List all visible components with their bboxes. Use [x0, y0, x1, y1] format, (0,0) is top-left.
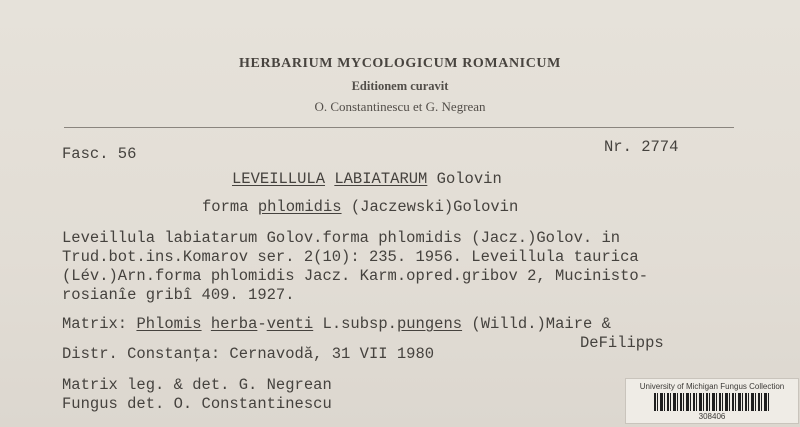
- forma-author: (Jaczewski)Golovin: [350, 198, 519, 216]
- specimen-number: Nr. 2774: [604, 138, 679, 156]
- forma-name: phlomidis: [257, 198, 342, 216]
- matrix-line: Matrix: Phlomis herba-venti L.subsp.pungens (Willd.)Maire &: [62, 315, 611, 333]
- citation-line: Trud.bot.ins.Komarov ser. 2(10): 235. 1956. Leveillula taurica: [62, 248, 639, 266]
- forma-prefix: forma: [202, 198, 249, 216]
- matrix-species-a: herba: [210, 315, 258, 333]
- matrix-authority: (Willd.)Maire &: [471, 315, 611, 333]
- taxon-epithet: LABIATARUM: [334, 170, 428, 188]
- barcode-number: 308406: [698, 412, 726, 421]
- matrix-authority-line2: DeFilipps: [580, 334, 664, 352]
- taxon-genus: LEVEILLULA: [232, 170, 326, 188]
- determiner-line: Fungus det. O. Constantinescu: [62, 395, 332, 413]
- matrix-rank: L.subsp.: [322, 315, 397, 333]
- collection-barcode-stamp: [625, 378, 799, 424]
- citation-line: Leveillula labiatarum Golov.forma phlomidis (Jacz.)Golov. in: [62, 229, 621, 247]
- herbarium-title: HERBARIUM MYCOLOGICUM ROMANICUM: [239, 56, 561, 71]
- matrix-subspecies: pungens: [396, 315, 463, 333]
- matrix-genus: Phlomis: [136, 315, 202, 333]
- matrix-species-b: venti: [266, 315, 314, 333]
- collection-name: University of Michigan Fungus Collection: [639, 382, 785, 391]
- editors-names: O. Constantinescu et G. Negrean: [314, 99, 486, 114]
- collector-line: Matrix leg. & det. G. Negrean: [62, 376, 332, 394]
- fascicle-number: Fasc. 56: [62, 145, 137, 163]
- barcode-icon: [654, 393, 770, 411]
- taxon-forma: [202, 198, 518, 216]
- citation-line: (Lév.)Arn.forma phlomidis Jacz. Karm.opred.gribov 2, Mucinisto-: [62, 267, 648, 285]
- editor-caption: Editionem curavit: [351, 79, 449, 93]
- header-divider: [64, 127, 734, 128]
- taxon-name: [232, 170, 502, 188]
- taxon-author: Golovin: [436, 170, 502, 188]
- citation-line: rosianîe gribî 409. 1927.: [62, 286, 295, 304]
- matrix-prefix: Matrix:: [62, 315, 128, 333]
- distribution-line: Distr. Constanţa: Cernavodă, 31 VII 1980: [62, 345, 435, 363]
